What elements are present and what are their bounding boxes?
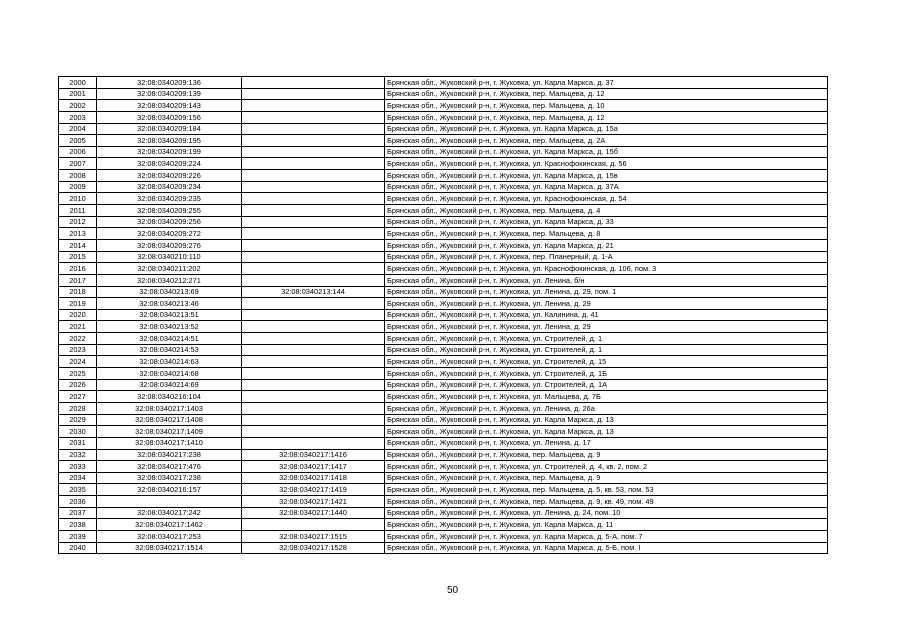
address-cell: Брянская обл., Жуковский р-н, г. Жуковка, ул. Карла Маркса, д. 5-А, пом. 7 <box>385 530 828 542</box>
cadastral-number-cell: 32:08:0340209:272 <box>97 228 242 240</box>
address-cell: Брянская обл., Жуковский р-н, г. Жуковка, ул. Ленина, д. 29, пом. 1 <box>385 286 828 298</box>
row-number-cell: 2029 <box>59 414 97 426</box>
address-cell: Брянская обл., Жуковский р-н, г. Жуковка, ул. Строителей, д. 4, кв. 2, пом. 2 <box>385 461 828 473</box>
cadastral-number-cell: 32:08:0340209:195 <box>97 135 242 147</box>
linked-cadastral-number-cell <box>242 402 385 414</box>
address-cell: Брянская обл., Жуковский р-н, г. Жуковка, ул. Ленина, д. 29 <box>385 298 828 310</box>
table-row <box>59 251 828 263</box>
cadastral-number-cell <box>97 496 242 508</box>
row-number-cell: 2006 <box>59 146 97 158</box>
address-cell: Брянская обл., Жуковский р-н, г. Жуковка, ул. Карла Маркса, д. 13 <box>385 414 828 426</box>
row-number-cell: 2023 <box>59 344 97 356</box>
linked-cadastral-number-cell <box>242 414 385 426</box>
table-row <box>59 193 828 205</box>
table-row <box>59 135 828 147</box>
row-number-cell: 2002 <box>59 100 97 112</box>
address-cell: Брянская обл., Жуковский р-н, г. Жуковка, пер. Мальцева, д. 12 <box>385 88 828 100</box>
table-row <box>59 496 828 508</box>
linked-cadastral-number-cell <box>242 309 385 321</box>
table-row <box>59 181 828 193</box>
cadastral-number-cell: 32:08:0340209:136 <box>97 77 242 89</box>
registry-table-body <box>59 77 828 554</box>
cadastral-number-cell: 32:08:0340214:69 <box>97 379 242 391</box>
address-cell: Брянская обл., Жуковский р-н, г. Жуковка, ул. Карла Маркса, д. 15в <box>385 170 828 182</box>
linked-cadastral-number-cell <box>242 205 385 217</box>
address-cell: Брянская обл., Жуковский р-н, г. Жуковка, ул. Карла Маркса, д. 15б <box>385 146 828 158</box>
address-cell: Брянская обл., Жуковский р-н, г. Жуковка, ул. Карла Маркса, д. 33 <box>385 216 828 228</box>
cadastral-number-cell: 32:08:0340213:52 <box>97 321 242 333</box>
row-number-cell: 2034 <box>59 472 97 484</box>
linked-cadastral-number-cell <box>242 135 385 147</box>
row-number-cell: 2020 <box>59 309 97 321</box>
table-row <box>59 216 828 228</box>
address-cell: Брянская обл., Жуковский р-н, г. Жуковка, пер. Мальцева, д. 9 <box>385 472 828 484</box>
table-row <box>59 379 828 391</box>
row-number-cell: 2008 <box>59 170 97 182</box>
row-number-cell: 2013 <box>59 228 97 240</box>
table-row <box>59 321 828 333</box>
cadastral-number-cell: 32:08:0340214:68 <box>97 368 242 380</box>
cadastral-number-cell: 32:08:0340214:63 <box>97 356 242 368</box>
cadastral-number-cell: 32:08:0340209:234 <box>97 181 242 193</box>
cadastral-number-cell: 32:08:0340209:139 <box>97 88 242 100</box>
address-cell: Брянская обл., Жуковский р-н, г. Жуковка, пер. Мальцева, д. 5, кв. 53, пом. 53 <box>385 484 828 496</box>
table-row <box>59 507 828 519</box>
cadastral-number-cell: 32:08:0340209:199 <box>97 146 242 158</box>
cadastral-number-cell: 32:08:0340213:69 <box>97 286 242 298</box>
cadastral-number-cell: 32:08:0340217:238 <box>97 472 242 484</box>
cadastral-number-cell: 32:08:0340217:476 <box>97 461 242 473</box>
table-row <box>59 414 828 426</box>
linked-cadastral-number-cell <box>242 426 385 438</box>
address-cell: Брянская обл., Жуковский р-н, г. Жуковка, пер. Планерный, д. 1-А <box>385 251 828 263</box>
address-cell: Брянская обл., Жуковский р-н, г. Жуковка, пер. Мальцева, д. 2А <box>385 135 828 147</box>
address-cell: Брянская обл., Жуковский р-н, г. Жуковка, ул. Калинина, д. 41 <box>385 309 828 321</box>
address-cell: Брянская обл., Жуковский р-н, г. Жуковка, пер. Мальцева, д. 4 <box>385 205 828 217</box>
linked-cadastral-number-cell <box>242 368 385 380</box>
cadastral-number-cell: 32:08:0340213:51 <box>97 309 242 321</box>
linked-cadastral-number-cell <box>242 437 385 449</box>
linked-cadastral-number-cell: 32:08:0340217:1416 <box>242 449 385 461</box>
address-cell: Брянская обл., Жуковский р-н, г. Жуковка, ул. Ленина, б/н <box>385 274 828 286</box>
table-row <box>59 228 828 240</box>
linked-cadastral-number-cell: 32:08:0340217:1440 <box>242 507 385 519</box>
cadastral-number-cell: 32:08:0340211:202 <box>97 263 242 275</box>
linked-cadastral-number-cell <box>242 193 385 205</box>
table-row <box>59 461 828 473</box>
address-cell: Брянская обл., Жуковский р-н, г. Жуковка, пер. Мальцева, д. 9, кв. 49, пом. 49 <box>385 496 828 508</box>
row-number-cell: 2015 <box>59 251 97 263</box>
row-number-cell: 2016 <box>59 263 97 275</box>
row-number-cell: 2017 <box>59 274 97 286</box>
cadastral-number-cell: 32:08:0340214:51 <box>97 333 242 345</box>
linked-cadastral-number-cell: 32:08:0340217:1515 <box>242 530 385 542</box>
address-cell: Брянская обл., Жуковский р-н, г. Жуковка, ул. Ленина, д. 17 <box>385 437 828 449</box>
linked-cadastral-number-cell <box>242 321 385 333</box>
linked-cadastral-number-cell: 32:08:0340217:1418 <box>242 472 385 484</box>
linked-cadastral-number-cell: 32:08:0340213:144 <box>242 286 385 298</box>
table-row <box>59 158 828 170</box>
cadastral-number-cell: 32:08:0340209:226 <box>97 170 242 182</box>
linked-cadastral-number-cell <box>242 251 385 263</box>
row-number-cell: 2036 <box>59 496 97 508</box>
linked-cadastral-number-cell <box>242 100 385 112</box>
address-cell: Брянская обл., Жуковский р-н, г. Жуковка, ул. Краснофокинская, д. 56 <box>385 158 828 170</box>
row-number-cell: 2012 <box>59 216 97 228</box>
row-number-cell: 2018 <box>59 286 97 298</box>
address-cell: Брянская обл., Жуковский р-н, г. Жуковка, ул. Строителей, д. 1 <box>385 344 828 356</box>
cadastral-number-cell: 32:08:0340217:242 <box>97 507 242 519</box>
row-number-cell: 2003 <box>59 111 97 123</box>
cadastral-number-cell: 32:08:0340217:1408 <box>97 414 242 426</box>
address-cell: Брянская обл., Жуковский р-н, г. Жуковка, пер. Мальцева, д. 8 <box>385 228 828 240</box>
row-number-cell: 2030 <box>59 426 97 438</box>
linked-cadastral-number-cell <box>242 263 385 275</box>
linked-cadastral-number-cell <box>242 158 385 170</box>
table-row <box>59 123 828 135</box>
row-number-cell: 2024 <box>59 356 97 368</box>
cadastral-number-cell: 32:08:0340217:1409 <box>97 426 242 438</box>
row-number-cell: 2031 <box>59 437 97 449</box>
linked-cadastral-number-cell: 32:08:0340217:1417 <box>242 461 385 473</box>
row-number-cell: 2009 <box>59 181 97 193</box>
table-row <box>59 426 828 438</box>
row-number-cell: 2005 <box>59 135 97 147</box>
cadastral-number-cell: 32:08:0340214:53 <box>97 344 242 356</box>
address-cell: Брянская обл., Жуковский р-н, г. Жуковка, ул. Строителей, д. 1Б <box>385 368 828 380</box>
linked-cadastral-number-cell: 32:08:0340217:1528 <box>242 542 385 554</box>
linked-cadastral-number-cell <box>242 181 385 193</box>
table-row <box>59 368 828 380</box>
linked-cadastral-number-cell <box>242 519 385 531</box>
row-number-cell: 2028 <box>59 402 97 414</box>
table-row <box>59 519 828 531</box>
cadastral-number-cell: 32:08:0340217:1403 <box>97 402 242 414</box>
cadastral-number-cell: 32:08:0340213:46 <box>97 298 242 310</box>
address-cell: Брянская обл., Жуковский р-н, г. Жуковка, ул. Ленина, д. 29 <box>385 321 828 333</box>
cadastral-number-cell: 32:08:0340209:235 <box>97 193 242 205</box>
address-cell: Брянская обл., Жуковский р-н, г. Жуковка, ул. Строителей, д. 1А <box>385 379 828 391</box>
cadastral-number-cell: 32:08:0340212:271 <box>97 274 242 286</box>
row-number-cell: 2004 <box>59 123 97 135</box>
linked-cadastral-number-cell <box>242 356 385 368</box>
row-number-cell: 2014 <box>59 239 97 251</box>
address-cell: Брянская обл., Жуковский р-н, г. Жуковка, ул. Карла Маркса, д. 21 <box>385 239 828 251</box>
row-number-cell: 2038 <box>59 519 97 531</box>
cadastral-number-cell: 32:08:0340217:1514 <box>97 542 242 554</box>
linked-cadastral-number-cell <box>242 274 385 286</box>
cadastral-number-cell: 32:08:0340209:256 <box>97 216 242 228</box>
table-row <box>59 146 828 158</box>
address-cell: Брянская обл., Жуковский р-н, г. Жуковка, ул. Краснофокинская, д. 54 <box>385 193 828 205</box>
cadastral-number-cell: 32:08:0340216:104 <box>97 391 242 403</box>
row-number-cell: 2019 <box>59 298 97 310</box>
table-row <box>59 286 828 298</box>
address-cell: Брянская обл., Жуковский р-н, г. Жуковка, ул. Мальцева, д. 7Б <box>385 391 828 403</box>
row-number-cell: 2007 <box>59 158 97 170</box>
row-number-cell: 2001 <box>59 88 97 100</box>
table-row <box>59 402 828 414</box>
table-row <box>59 88 828 100</box>
row-number-cell: 2010 <box>59 193 97 205</box>
row-number-cell: 2025 <box>59 368 97 380</box>
row-number-cell: 2032 <box>59 449 97 461</box>
address-cell: Брянская обл., Жуковский р-н, г. Жуковка, ул. Ленина, д. 24, пом. 10 <box>385 507 828 519</box>
address-cell: Брянская обл., Жуковский р-н, г. Жуковка, пер. Мальцева, д. 12 <box>385 111 828 123</box>
table-row <box>59 437 828 449</box>
row-number-cell: 2027 <box>59 391 97 403</box>
cadastral-number-cell: 32:08:0340209:224 <box>97 158 242 170</box>
address-cell: Брянская обл., Жуковский р-н, г. Жуковка, ул. Ленина, д. 26а <box>385 402 828 414</box>
address-cell: Брянская обл., Жуковский р-н, г. Жуковка, ул. Карла Маркса, д. 15а <box>385 123 828 135</box>
address-cell: Брянская обл., Жуковский р-н, г. Жуковка, ул. Строителей, д. 1 <box>385 333 828 345</box>
table-row <box>59 205 828 217</box>
cadastral-number-cell: 32:08:0340216:157 <box>97 484 242 496</box>
linked-cadastral-number-cell <box>242 391 385 403</box>
linked-cadastral-number-cell <box>242 170 385 182</box>
linked-cadastral-number-cell <box>242 216 385 228</box>
registry-table <box>58 76 828 554</box>
cadastral-number-cell: 32:08:0340217:238 <box>97 449 242 461</box>
table-row <box>59 239 828 251</box>
cadastral-number-cell: 32:08:0340217:1462 <box>97 519 242 531</box>
linked-cadastral-number-cell <box>242 228 385 240</box>
address-cell: Брянская обл., Жуковский р-н, г. Жуковка, ул. Карла Маркса, д. 11 <box>385 519 828 531</box>
row-number-cell: 2021 <box>59 321 97 333</box>
cadastral-number-cell: 32:08:0340209:276 <box>97 239 242 251</box>
table-row <box>59 333 828 345</box>
row-number-cell: 2040 <box>59 542 97 554</box>
table-row <box>59 484 828 496</box>
table-row <box>59 356 828 368</box>
linked-cadastral-number-cell: 32:08:0340217:1419 <box>242 484 385 496</box>
address-cell: Брянская обл., Жуковский р-н, г. Жуковка, ул. Строителей, д. 15 <box>385 356 828 368</box>
page-number: 50 <box>446 585 459 596</box>
linked-cadastral-number-cell <box>242 77 385 89</box>
row-number-cell: 2026 <box>59 379 97 391</box>
table-row <box>59 391 828 403</box>
address-cell: Брянская обл., Жуковский р-н, г. Жуковка, пер. Мальцева, д. 10 <box>385 100 828 112</box>
linked-cadastral-number-cell <box>242 146 385 158</box>
linked-cadastral-number-cell <box>242 123 385 135</box>
table-row <box>59 100 828 112</box>
row-number-cell: 2039 <box>59 530 97 542</box>
table-row <box>59 472 828 484</box>
table-row <box>59 77 828 89</box>
address-cell: Брянская обл., Жуковский р-н, г. Жуковка, ул. Карла Маркса, д. 13 <box>385 426 828 438</box>
cadastral-number-cell: 32:08:0340210:110 <box>97 251 242 263</box>
linked-cadastral-number-cell: 32:08:0340217:1421 <box>242 496 385 508</box>
table-row <box>59 309 828 321</box>
table-row <box>59 111 828 123</box>
address-cell: Брянская обл., Жуковский р-н, г. Жуковка, ул. Карла Маркса, д. 37А <box>385 181 828 193</box>
linked-cadastral-number-cell <box>242 333 385 345</box>
cadastral-number-cell: 32:08:0340209:143 <box>97 100 242 112</box>
linked-cadastral-number-cell <box>242 111 385 123</box>
address-cell: Брянская обл., Жуковский р-н, г. Жуковка, ул. Карла Маркса, д. 37 <box>385 77 828 89</box>
row-number-cell: 2035 <box>59 484 97 496</box>
row-number-cell: 2033 <box>59 461 97 473</box>
row-number-cell: 2037 <box>59 507 97 519</box>
linked-cadastral-number-cell <box>242 379 385 391</box>
cadastral-number-cell: 32:08:0340209:184 <box>97 123 242 135</box>
table-row <box>59 542 828 554</box>
cadastral-number-cell: 32:08:0340209:255 <box>97 205 242 217</box>
table-row <box>59 449 828 461</box>
address-cell: Брянская обл., Жуковский р-н, г. Жуковка, ул. Карла Маркса, д. 5-Б, пом. I <box>385 542 828 554</box>
linked-cadastral-number-cell <box>242 239 385 251</box>
address-cell: Брянская обл., Жуковский р-н, г. Жуковка, пер. Мальцева, д. 9 <box>385 449 828 461</box>
table-row <box>59 344 828 356</box>
row-number-cell: 2000 <box>59 77 97 89</box>
table-row <box>59 263 828 275</box>
cadastral-number-cell: 32:08:0340209:156 <box>97 111 242 123</box>
table-row <box>59 274 828 286</box>
cadastral-number-cell: 32:08:0340217:1410 <box>97 437 242 449</box>
row-number-cell: 2011 <box>59 205 97 217</box>
linked-cadastral-number-cell <box>242 344 385 356</box>
table-row <box>59 298 828 310</box>
linked-cadastral-number-cell <box>242 88 385 100</box>
linked-cadastral-number-cell <box>242 298 385 310</box>
row-number-cell: 2022 <box>59 333 97 345</box>
cadastral-number-cell: 32:08:0340217:253 <box>97 530 242 542</box>
address-cell: Брянская обл., Жуковский р-н, г. Жуковка, ул. Краснофокинская, д. 106, пом. 3 <box>385 263 828 275</box>
table-row <box>59 530 828 542</box>
table-row <box>59 170 828 182</box>
